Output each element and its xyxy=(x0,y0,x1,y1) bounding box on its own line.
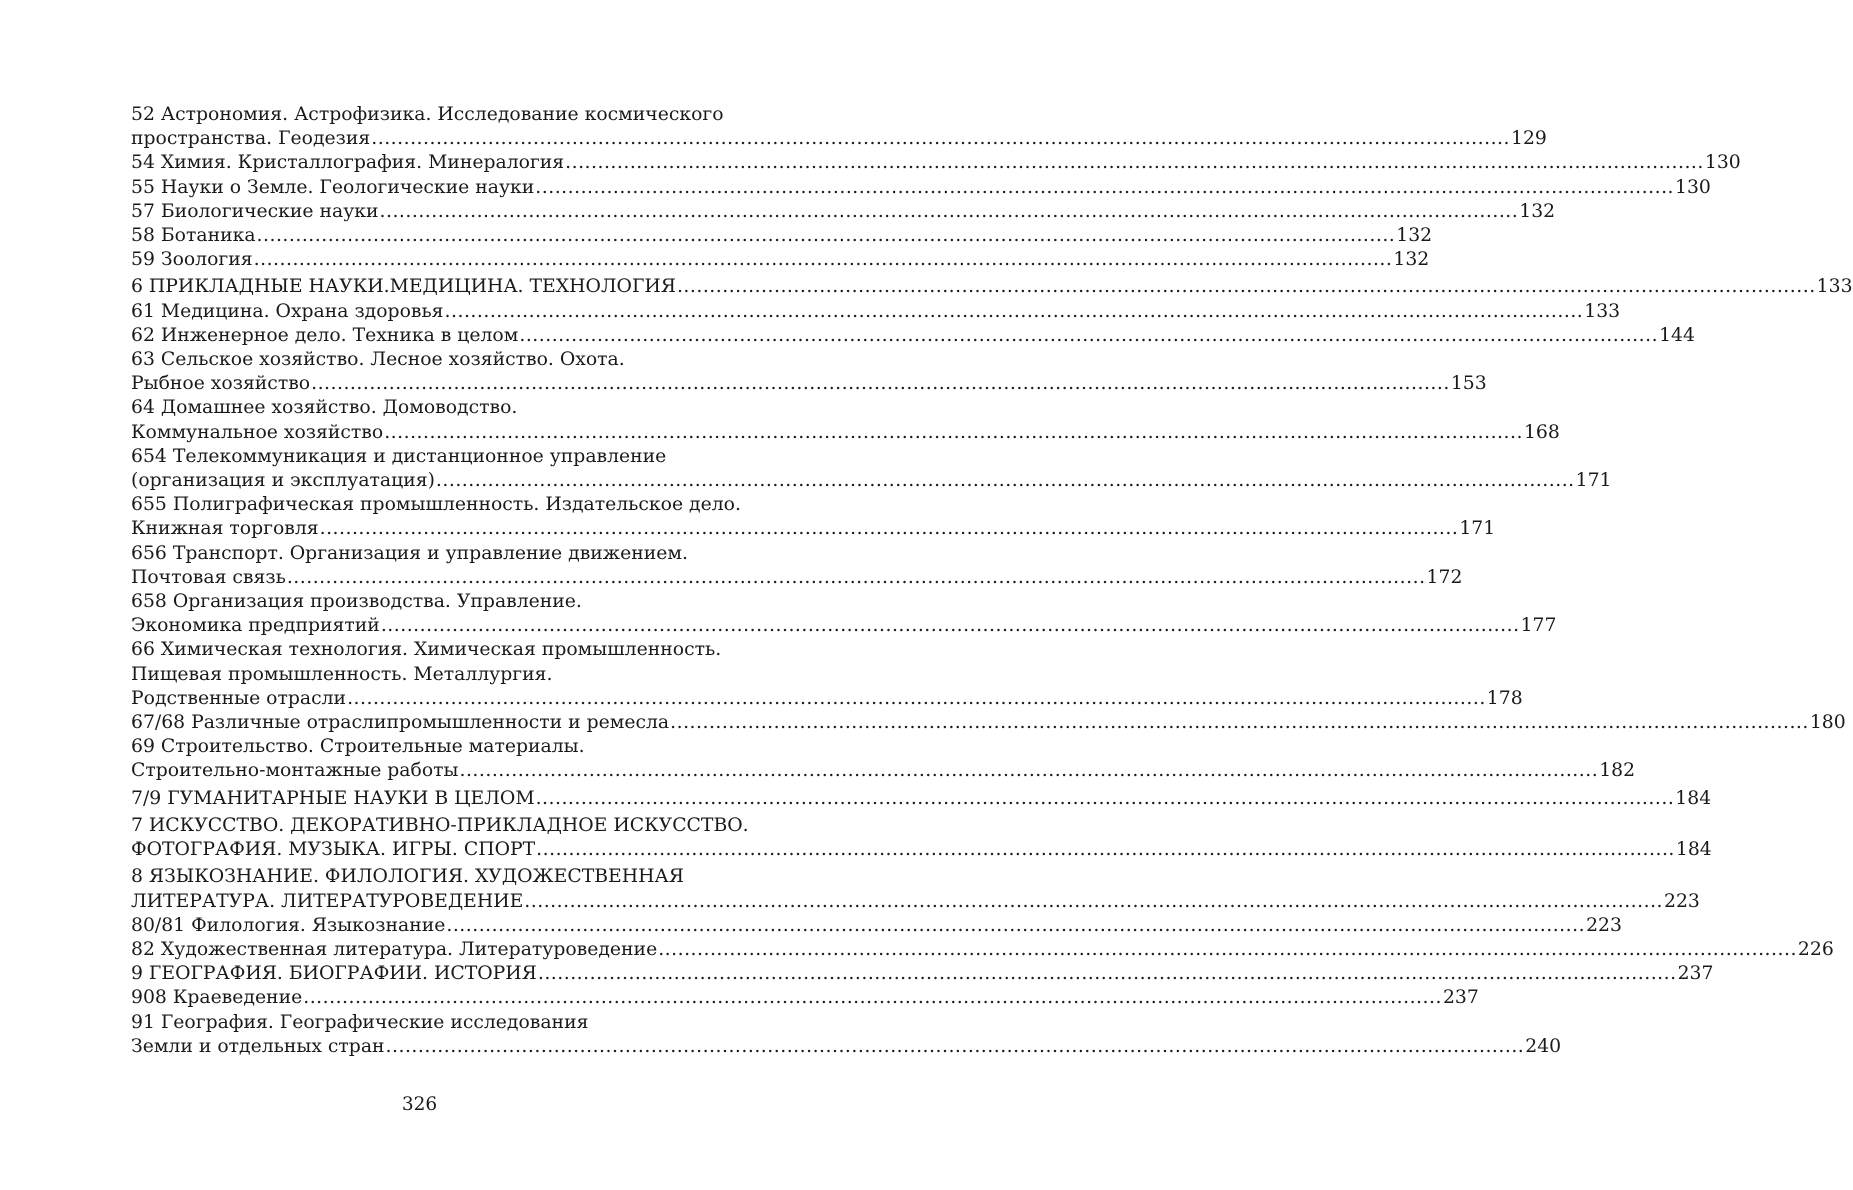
table-of-contents xyxy=(131,103,1853,1059)
toc-entry[interactable] xyxy=(131,711,1846,735)
toc-page-number: 132 xyxy=(1396,225,1433,247)
toc-page-number: 223 xyxy=(1664,890,1700,912)
toc-entry-title-line: Родственные отрасли xyxy=(131,687,347,709)
toc-entry-title-line: 6 ПРИКЛАДНЫЕ НАУКИ.МЕДИЦИНА. ТЕХНОЛОГИЯ xyxy=(131,276,676,298)
toc-page-number: 223 xyxy=(1586,914,1622,936)
toc-entry-row xyxy=(131,200,1556,224)
toc-entry-row xyxy=(131,151,1741,175)
toc-page-number: 226 xyxy=(1797,938,1834,960)
toc-entry-row xyxy=(131,300,1621,324)
toc-entry-row xyxy=(131,324,1695,348)
toc-entry-row xyxy=(131,372,1487,396)
dot-leader xyxy=(311,372,1450,396)
toc-page-number: 171 xyxy=(1459,518,1496,540)
dot-leader xyxy=(565,151,1704,175)
dot-leader xyxy=(347,687,1486,711)
toc-entry-row xyxy=(131,787,1712,811)
toc-entry[interactable] xyxy=(131,590,1557,638)
page-number: 326 xyxy=(401,1094,438,1115)
toc-entry-title-line: 54 Химия. Кристаллография. Минералогия xyxy=(131,152,565,174)
toc-entry[interactable] xyxy=(131,914,1622,938)
dot-leader xyxy=(381,614,1520,638)
toc-entry[interactable] xyxy=(131,493,1496,541)
dot-leader xyxy=(519,324,1658,348)
toc-entry-row xyxy=(131,759,1636,783)
toc-page-number: 168 xyxy=(1523,421,1560,443)
toc-entry-row xyxy=(131,914,1622,938)
toc-entry[interactable] xyxy=(131,542,1463,590)
toc-page-number: 240 xyxy=(1525,1035,1562,1057)
toc-entry-title-line: 7 ИСКУССТВО. ДЕКОРАТИВНО-ПРИКЛАДНОЕ ИСКУССТВО. xyxy=(131,814,749,836)
toc-entry-title-line: 91 География. Географические исследования xyxy=(131,1011,589,1033)
toc-page-number: 182 xyxy=(1599,760,1636,782)
toc-entry-title-line: 55 Науки о Земле. Геологические науки xyxy=(131,176,535,198)
toc-page-number: 177 xyxy=(1520,615,1557,637)
toc-page-number: 133 xyxy=(1584,300,1621,322)
toc-entry-row xyxy=(131,1035,1562,1059)
dot-leader xyxy=(436,469,1575,493)
toc-entry-title-line: 59 Зоология xyxy=(131,249,253,271)
dot-leader xyxy=(371,127,1510,151)
toc-entry-row xyxy=(131,938,1834,962)
toc-entry-row xyxy=(131,711,1846,735)
dot-leader xyxy=(303,986,1442,1010)
toc-entry[interactable] xyxy=(131,735,1636,783)
dot-leader xyxy=(320,517,1459,541)
toc-entry-row xyxy=(131,517,1496,541)
toc-entry[interactable] xyxy=(131,200,1556,224)
toc-page-number: 184 xyxy=(1675,839,1712,861)
toc-entry[interactable] xyxy=(131,938,1834,962)
toc-entry[interactable] xyxy=(131,396,1560,444)
toc-entry-title-line: ФОТОГРАФИЯ. МУЗЫКА. ИГРЫ. СПОРТ xyxy=(131,839,536,861)
dot-leader xyxy=(380,200,1519,224)
toc-entry-row xyxy=(131,986,1479,1010)
toc-page-number: 144 xyxy=(1659,324,1695,346)
toc-entry-title-line: 57 Биологические науки xyxy=(131,200,379,222)
toc-entry[interactable] xyxy=(131,962,1714,986)
toc-entry-title-line: 655 Полиграфическая промышленность. Издательское дело. xyxy=(131,494,741,516)
toc-entry-row xyxy=(131,224,1433,248)
toc-entry-title-line: 80/81 Филология. Языкознание xyxy=(131,914,446,936)
toc-entry-title-line: Почтовая связь xyxy=(131,566,286,588)
dot-leader xyxy=(459,759,1598,783)
toc-entry-title-line: Экономика предприятий xyxy=(131,615,380,637)
toc-section-entry[interactable] xyxy=(131,787,1712,811)
toc-entry[interactable] xyxy=(131,986,1479,1010)
toc-page-number: 132 xyxy=(1519,200,1556,222)
toc-entry-title-line: Книжная торговля xyxy=(131,518,319,540)
dot-leader xyxy=(677,275,1816,299)
toc-entry-title-line: (организация и эксплуатация) xyxy=(131,470,435,492)
toc-entry-title-line: 69 Строительство. Строительные материалы. xyxy=(131,736,585,758)
toc-entry-title-line: 66 Химическая технология. Химическая промышленность. xyxy=(131,639,722,661)
dot-leader xyxy=(446,914,1585,938)
toc-entry-title-line: 9 ГЕОГРАФИЯ. БИОГРАФИИ. ИСТОРИЯ xyxy=(131,963,537,985)
toc-entry-title-line: 654 Телекоммуникация и дистанционное управление xyxy=(131,445,667,467)
toc-page-number: 132 xyxy=(1393,249,1430,271)
dot-leader xyxy=(254,248,1393,272)
toc-page-number: 178 xyxy=(1486,687,1523,709)
toc-entry-row xyxy=(131,838,1712,862)
dot-leader xyxy=(384,421,1523,445)
toc-entry-row xyxy=(131,962,1714,986)
toc-entry-title-line: 908 Краеведение xyxy=(131,987,303,1009)
toc-entry-row xyxy=(131,687,1523,711)
toc-section-entry[interactable] xyxy=(131,275,1853,299)
dot-leader xyxy=(538,962,1677,986)
toc-entry[interactable] xyxy=(131,300,1621,324)
toc-entry-row xyxy=(131,890,1700,914)
toc-page-number: 130 xyxy=(1704,152,1741,174)
toc-page-number: 133 xyxy=(1816,276,1853,298)
toc-page-number: 130 xyxy=(1675,176,1711,198)
toc-entry[interactable] xyxy=(131,176,1711,200)
toc-entry-title-line: 62 Инженерное дело. Техника в целом xyxy=(131,324,519,346)
toc-entry-row xyxy=(131,421,1560,445)
toc-entry[interactable] xyxy=(131,248,1430,272)
dot-leader xyxy=(386,1035,1525,1059)
toc-entry[interactable] xyxy=(131,638,1523,711)
toc-page-number: 237 xyxy=(1677,963,1714,985)
toc-entry[interactable] xyxy=(131,324,1695,348)
toc-entry-title-line: 82 Художественная литература. Литературоведение xyxy=(131,938,658,960)
toc-entry-title-line: Пищевая промышленность. Металлургия. xyxy=(131,663,553,685)
dot-leader xyxy=(658,938,1797,962)
toc-entry-title-line: Земли и отдельных стран xyxy=(131,1035,385,1057)
toc-entry-title-line: 658 Организация производства. Управление. xyxy=(131,591,582,613)
toc-entry-title-line: ЛИТЕРАТУРА. ЛИТЕРАТУРОВЕДЕНИЕ xyxy=(131,890,524,912)
dot-leader xyxy=(524,890,1663,914)
dot-leader xyxy=(670,711,1809,735)
toc-entry[interactable] xyxy=(131,445,1612,493)
dot-leader xyxy=(287,566,1426,590)
toc-page-number: 172 xyxy=(1426,566,1463,588)
toc-entry-row xyxy=(131,275,1853,299)
toc-entry-row xyxy=(131,176,1711,200)
toc-entry-title-line: 8 ЯЗЫКОЗНАНИЕ. ФИЛОЛОГИЯ. ХУДОЖЕСТВЕННАЯ xyxy=(131,866,684,888)
toc-entry-title-line: 61 Медицина. Охрана здоровья xyxy=(131,300,444,322)
toc-entry[interactable] xyxy=(131,224,1433,248)
dot-leader xyxy=(536,787,1675,811)
toc-entry[interactable] xyxy=(131,1011,1562,1059)
dot-leader xyxy=(257,224,1396,248)
dot-leader xyxy=(535,176,1674,200)
toc-page-number: 171 xyxy=(1575,470,1612,492)
toc-entry-title-line: 63 Сельское хозяйство. Лесное хозяйство. Охота. xyxy=(131,349,625,371)
toc-entry[interactable] xyxy=(131,151,1741,175)
toc-section-entry[interactable] xyxy=(131,865,1700,913)
toc-entry[interactable] xyxy=(131,348,1487,396)
toc-entry-title-line: 52 Астрономия. Астрофизика. Исследование космического xyxy=(131,104,724,125)
toc-entry-row xyxy=(131,469,1612,493)
dot-leader xyxy=(536,838,1675,862)
toc-entry-title-line: Коммунальное хозяйство xyxy=(131,421,384,443)
toc-entry-title-line: 58 Ботаника xyxy=(131,225,256,247)
toc-page-number: 153 xyxy=(1450,373,1487,395)
toc-entry-title-line: 64 Домашнее хозяйство. Домоводство. xyxy=(131,397,518,419)
toc-entry-title-line: Рыбное хозяйство xyxy=(131,373,311,395)
toc-entry-title-line: 67/68 Различные отраслипромышленности и ремесла xyxy=(131,712,670,734)
toc-section-entry[interactable] xyxy=(131,814,1712,862)
toc-page-number: 129 xyxy=(1511,128,1547,150)
toc-entry-title-line: 656 Транспорт. Организация и управление движением. xyxy=(131,542,688,564)
toc-entry-title-line: 7/9 ГУМАНИТАРНЫЕ НАУКИ В ЦЕЛОМ xyxy=(131,787,535,809)
toc-page-number: 237 xyxy=(1442,987,1479,1009)
toc-page-number: 180 xyxy=(1809,712,1846,734)
toc-entry-title-line: пространства. Геодезия xyxy=(131,128,371,150)
toc-entry-row xyxy=(131,566,1463,590)
toc-entry-row xyxy=(131,248,1430,272)
toc-entry-row xyxy=(131,127,1547,151)
toc-entry[interactable] xyxy=(131,103,1547,151)
dot-leader xyxy=(445,300,1584,324)
toc-entry-row xyxy=(131,614,1557,638)
toc-entry-title-line: Строительно-монтажные работы xyxy=(131,760,459,782)
toc-page-number: 184 xyxy=(1675,787,1712,809)
